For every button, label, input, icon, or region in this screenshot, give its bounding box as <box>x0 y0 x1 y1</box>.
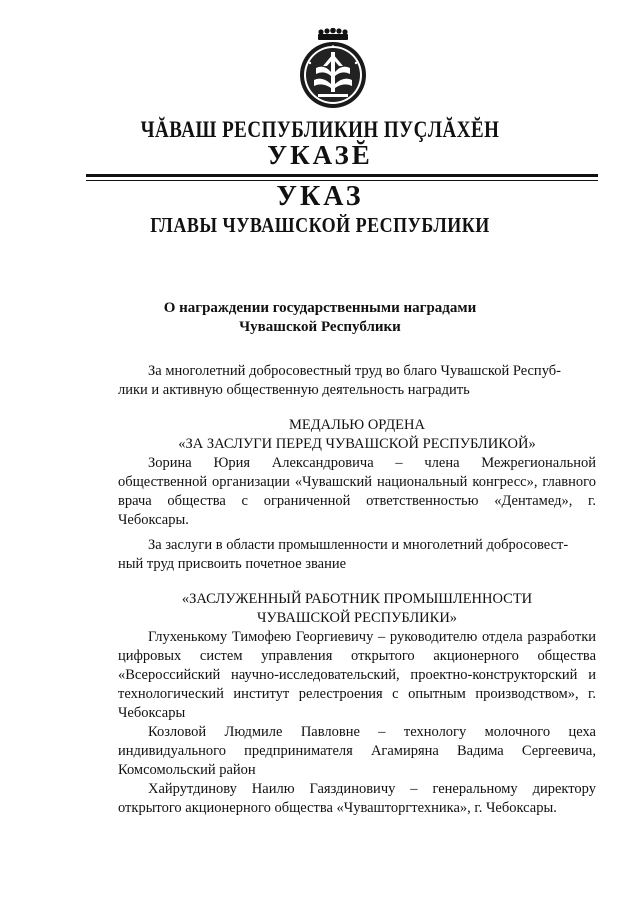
section2-intro-line2: ный труд присвоить почетное звание <box>118 556 347 572</box>
section1-award-line2: «ЗА ЗАСЛУГИ ПЕРЕД ЧУВАШСКОЙ РЕСПУБЛИКОЙ» <box>178 436 536 452</box>
header-divider-thick <box>86 174 598 177</box>
chuvash-header-line1: ЧĂВАШ РЕСПУБЛИКИН ПУÇЛĂХĔН <box>140 117 500 143</box>
chuvash-emblem-icon <box>296 28 370 112</box>
section2-award-line1: «ЗАСЛУЖЕННЫЙ РАБОТНИК ПРОМЫШЛЕННОСТИ <box>181 591 533 607</box>
decree-title <box>0 299 640 337</box>
russian-header-line2: ГЛАВЫ ЧУВАШСКОЙ РЕСПУБЛИКИ <box>150 212 490 237</box>
section1-intro-line1: За многолетний добросовестный труд во благо Чувашской Респуб- <box>148 363 561 379</box>
section1-award <box>118 416 596 530</box>
section1-award-line1: МЕДАЛЬЮ ОРДЕНА <box>289 417 425 433</box>
section2-intro <box>118 536 596 574</box>
section2-recipient: Хайрутдинову Наилю Гаяздиновичу – генеральному директору открытого акционерного общества «Чувашторгтехника», г. Чебоксары. <box>118 781 596 816</box>
section2-recipient: Глухенькому Тимофею Георгиевичу – руководителю отдела разработки цифровых систем управления открытого акционерного общества «Всероссийский научно-исследовательский, проектно-конструкторский и технологический институт релестроения с опытным производством», г. Чебоксары <box>118 629 596 721</box>
section2-award <box>118 590 596 818</box>
section2-award-line2: ЧУВАШСКОЙ РЕСПУБЛИКИ» <box>256 610 458 626</box>
section2-recipient: Козловой Людмиле Павловне – технологу молочного цеха индивидуального предпринимателя Агамиряна Вадима Сергеевича, Комсомольский район <box>118 724 596 778</box>
section1-intro-line2: лики и активную общественную деятельность наградить <box>118 382 470 398</box>
decree-title-line1: О награждении государственными наградами <box>163 300 477 316</box>
chuvash-header-line2: УКАЗĔ <box>267 140 373 170</box>
section1-recipient: Зорина Юрия Александровича – члена Межрегиональной общественной организации «Чувашский национальный конгресс», главного врача общества с ограниченной ответственностью «Дентамед», г. Чебоксары. <box>118 455 596 528</box>
decree-title-line2: Чувашской Республики <box>239 319 401 335</box>
russian-header-line1: УКАЗ <box>276 181 364 212</box>
section1-intro <box>118 362 596 400</box>
section2-intro-line1: За заслуги в области промышленности и многолетний добросовест- <box>148 537 569 553</box>
